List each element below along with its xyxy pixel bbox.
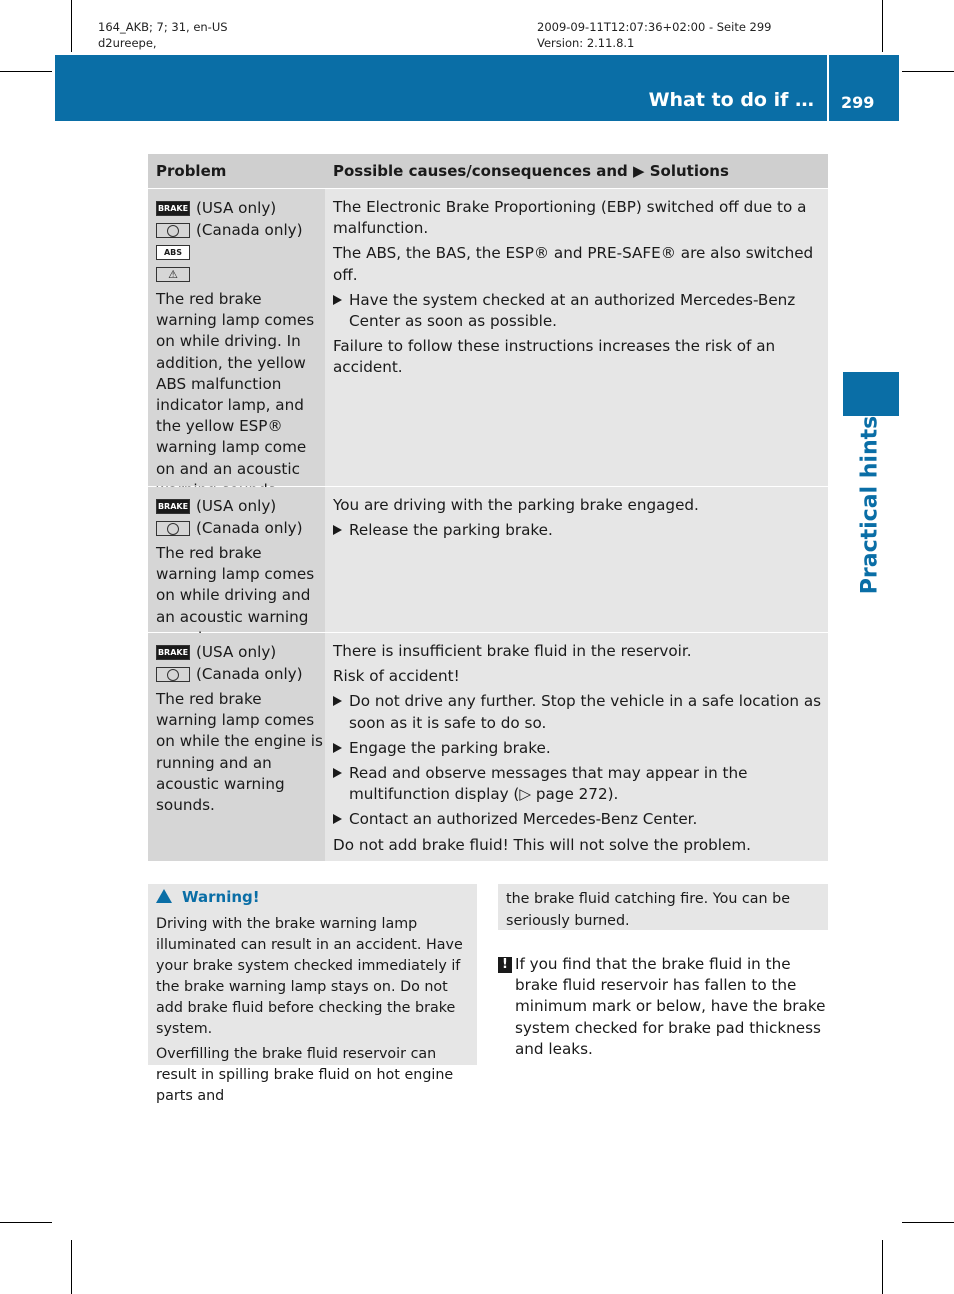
meta-line: d2ureepe, [98,36,157,50]
solution-step [333,290,822,332]
consequence-text: Failure to follow these instructions increases the risk of an accident. [333,337,776,377]
lamp-label: (Canada only) [196,665,303,683]
crop-mark [902,1222,954,1223]
problem-cell [148,189,325,486]
lamp-line [156,495,325,517]
warning-heading [156,888,260,906]
lamp-label: (Canada only) [196,519,303,537]
crop-mark [0,71,52,72]
arrow-icon [333,814,342,824]
lamp-line [156,517,325,539]
lamp-label: (Canada only) [196,221,303,239]
table-row [148,189,828,487]
side-tab-label: Practical hints [857,415,883,595]
arrow-icon [333,525,342,535]
meta-line: 2009-09-11T12:07:36+02:00 - Seite 299 [537,20,772,34]
note-text: If you find that the brake fluid in the brake fluid reservoir has fallen to the minimum mark or below, have the brake system checked for brake pad thickness and leaks. [515,955,826,1058]
warning-triangle-icon [156,889,172,903]
solution-step [333,763,822,805]
meta-line: 164_AKB; 7; 31, en-US [98,20,228,34]
arrow-icon [333,295,342,305]
page-number: 299 [841,93,875,112]
problem-text: The red brake warning lamp comes on while the engine is running and an acoustic warning sounds. [156,690,323,815]
cause-text: Risk of accident! [333,667,460,686]
lamp-line [156,197,325,219]
crop-mark [71,0,72,52]
problem-text: The red brake warning lamp comes on while driving. In addition, the yellow ABS malfunction indicator lamp, and the yellow ESP® warning lamp come on and an acoustic [156,290,315,478]
arrow-icon [333,743,342,753]
brake-circle-icon [156,223,190,238]
lamp-line [156,219,325,241]
table-row [148,633,828,862]
consequence-text: Do not add brake fluid! This will not solve the problem. [333,835,751,854]
solution-step [333,738,822,759]
brake-lamp-icon: BRAKE [156,201,190,216]
cause-text: The Electronic Brake Proportioning (EBP) switched off due to a malfunction. [333,198,807,238]
warning-text [156,914,474,1107]
solution-cell [325,189,828,486]
lamp-label: (USA only) [196,643,277,661]
brake-circle-icon [156,521,190,536]
print-meta-left [98,19,228,51]
problem-text: The red brake warning lamp comes on while driving and an acoustic warning [156,544,315,626]
page-header [55,55,899,121]
step-text: Contact an authorized Mercedes-Benz Center. [349,810,698,829]
cause-text: The ABS, the BAS, the ESP® and PRE-SAFE® are also switched off. [333,244,814,284]
problem-cell [148,633,325,861]
crop-mark [902,71,954,72]
table-row [148,487,828,633]
warning-continuation-box [498,884,828,930]
crop-mark [71,1240,72,1294]
lamp-line [156,641,325,663]
step-text: Engage the parking brake. [349,738,551,757]
lamp-label: (USA only) [196,497,277,515]
column-header-problem: Problem [156,162,227,180]
solution-cell [325,487,828,632]
brake-lamp-icon: BRAKE [156,645,190,660]
exclamation-icon: ! [498,957,512,973]
warning-box [148,884,477,1104]
lamp-label: (USA only) [196,199,277,217]
brake-lamp-icon: BRAKE [156,499,190,514]
warning-paragraph: Overfilling the brake fluid reservoir can result in spilling brake fluid on hot engine parts and [156,1046,454,1104]
brake-circle-icon [156,667,190,682]
solution-step [333,691,822,733]
lamp-line [156,263,325,285]
column-header-solutions: Possible causes/consequences and ▶ Solutions [333,162,729,180]
meta-line: Version: 2.11.8.1 [537,36,635,50]
step-text: Do not drive any further. Stop the vehicle in a safe location as soon as it is safe to do so. [349,692,822,732]
warning-continuation-text: the brake fluid catching fire. You can be seriously burned. [506,891,791,929]
cause-text: There is insufficient brake fluid in the reservoir. [333,642,692,660]
problem-table [148,154,828,862]
arrow-icon [333,696,342,706]
lamp-line [156,663,325,685]
solution-step [333,809,822,830]
solution-step [333,520,822,541]
crop-mark [882,1240,883,1294]
lamp-line [156,241,325,263]
cause-text: You are driving with the parking brake engaged. [333,496,699,514]
print-meta-right [537,19,772,51]
solution-cell [325,633,828,861]
table-header [148,154,828,189]
section-title: What to do if … [648,89,814,111]
side-tab-marker [843,372,899,416]
header-divider [827,55,829,121]
esp-warning-icon: ⚠ [156,267,190,282]
arrow-icon [333,768,342,778]
crop-mark [0,1222,52,1223]
problem-cell [148,487,325,632]
step-text: Read and observe messages that may appear in the multifunction display (▷ page 272). [349,764,748,804]
crop-mark [882,0,883,52]
warning-paragraph: Driving with the brake warning lamp illuminated can result in an accident. Have your brake system checked immediately if the brake warning lamp stays on. Do not add brake fluid before checking the brake system. [156,916,463,1037]
abs-lamp-icon: ABS [156,245,190,260]
note-block [498,954,830,1060]
step-text: Release the parking brake. [349,521,553,540]
step-text: Have the system checked at an authorized Mercedes-Benz Center as soon as possible. [349,290,796,331]
warning-title: Warning! [182,888,260,906]
